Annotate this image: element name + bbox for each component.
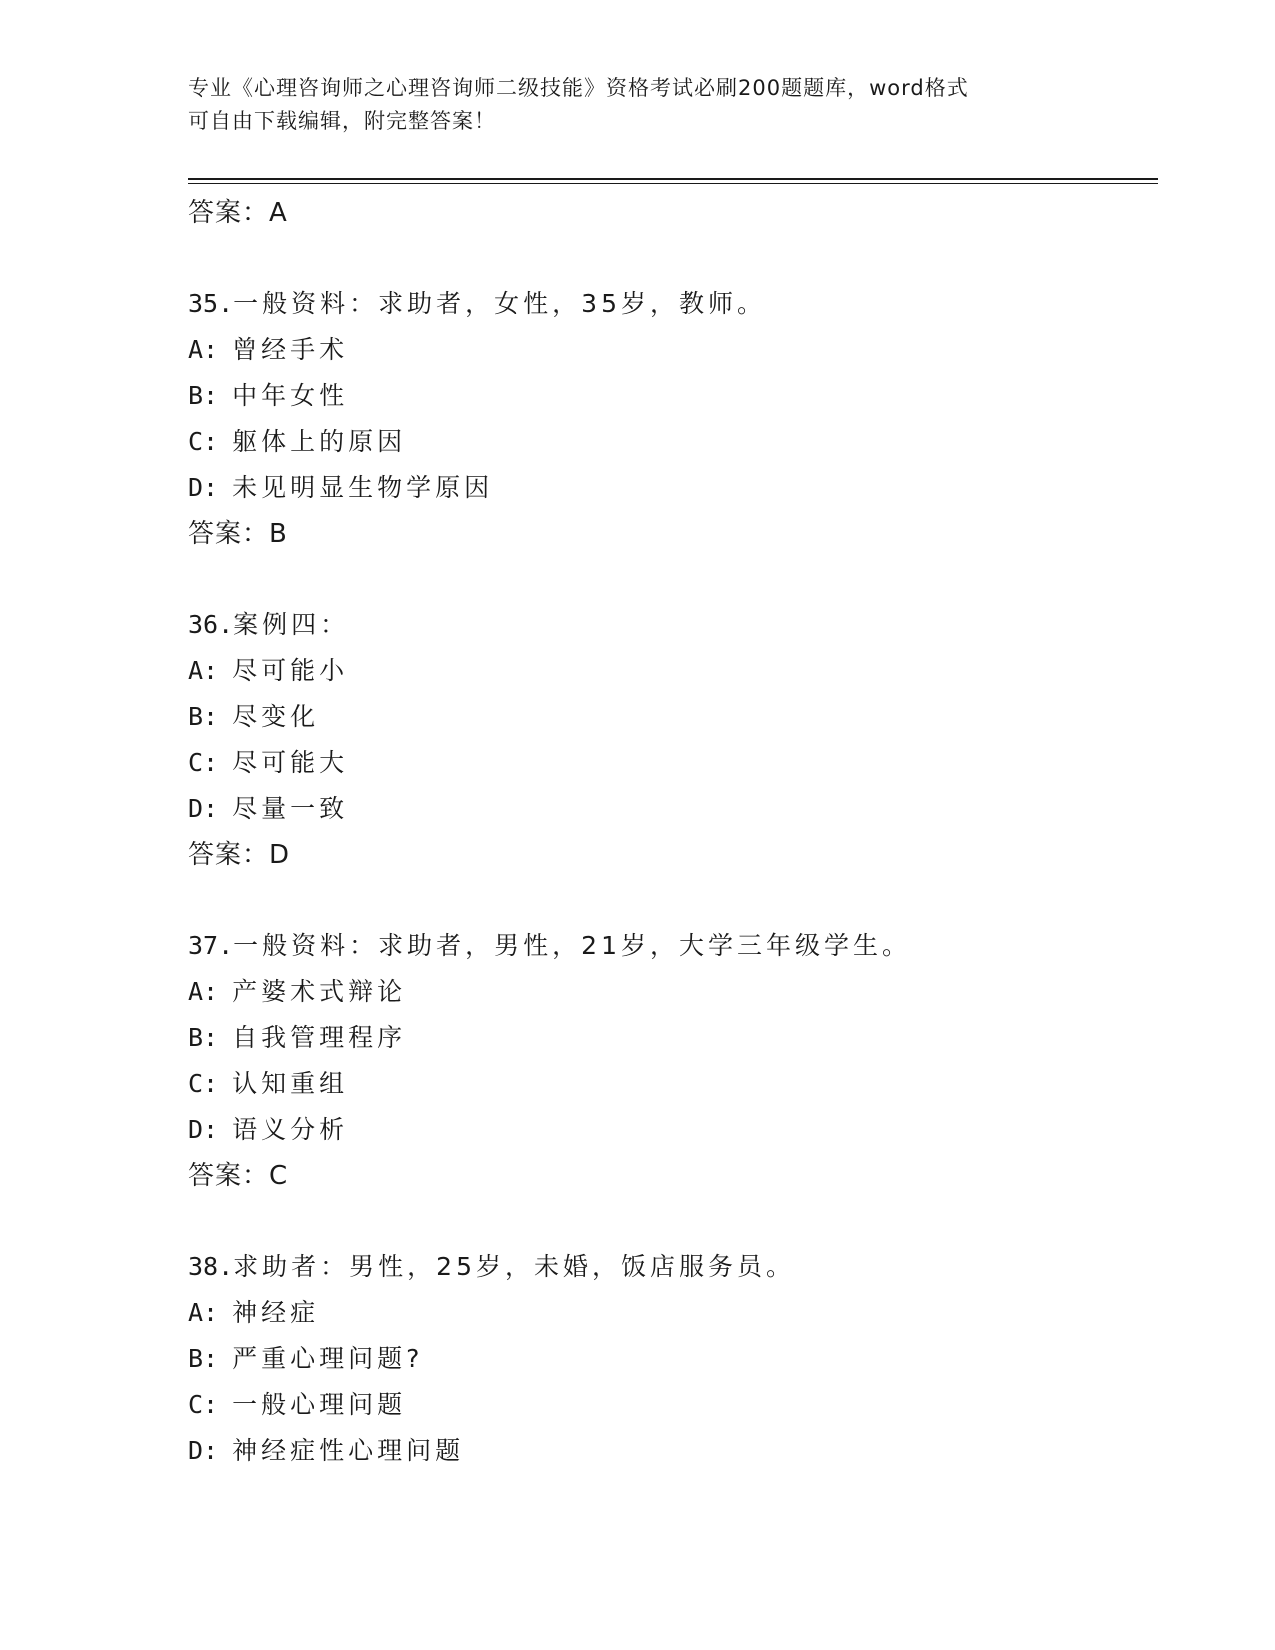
option-c [188,419,1148,465]
option-text: 神经症 [232,1298,320,1327]
answer-line: 答案：B [188,519,288,549]
option-letter: B: [188,702,219,731]
option-b [188,373,1148,419]
question-number: 38. [188,1252,234,1281]
option-text: 严重心理问题? [232,1344,424,1373]
question-text: 求助者：男性，25岁，未婚，饭店服务员。 [233,1252,795,1281]
header-divider-thin [188,183,1158,184]
option-d [188,1428,1148,1474]
option-text: 躯体上的原因 [232,427,407,456]
question-block [188,602,1148,878]
answer-line: 答案：A [188,198,288,228]
answer-line: 答案：C [188,1161,289,1191]
header-line-2: 可自由下载编辑，附完整答案！ [188,109,496,133]
option-d [188,465,1148,511]
spacer [188,1199,1148,1244]
question-stem [188,1244,1148,1290]
option-text: 尽量一致 [232,794,349,823]
question-text: 一般资料：求助者，男性，21岁，大学三年级学生。 [233,931,911,960]
option-letter: D: [188,1436,219,1465]
option-d [188,786,1148,832]
option-c [188,740,1148,786]
option-letter: C: [188,427,219,456]
option-text: 尽变化 [232,702,320,731]
option-letter: D: [188,473,219,502]
option-text: 一般心理问题 [232,1390,407,1419]
option-text: 曾经手术 [232,335,349,364]
option-letter: A: [188,656,219,685]
spacer [188,236,1148,281]
option-letter: A: [188,335,219,364]
answer-line: 答案：D [188,840,291,870]
option-c [188,1061,1148,1107]
option-letter: C: [188,1069,219,1098]
option-letter: D: [188,1115,219,1144]
question-list [188,190,1148,1474]
option-a [188,1290,1148,1336]
option-a [188,969,1148,1015]
option-text: 语义分析 [232,1115,349,1144]
question-block [188,923,1148,1199]
option-letter: B: [188,381,219,410]
question-block [188,281,1148,557]
option-d [188,1107,1148,1153]
spacer [188,557,1148,602]
question-text: 一般资料：求助者，女性，35岁，教师。 [233,289,766,318]
option-b [188,1015,1148,1061]
option-text: 自我管理程序 [232,1023,407,1052]
option-b [188,694,1148,740]
question-stem [188,281,1148,327]
option-b [188,1336,1148,1382]
option-text: 尽可能大 [232,748,349,777]
question-number: 35. [188,289,234,318]
spacer [188,878,1148,923]
option-letter: D: [188,794,219,823]
question-block [188,1244,1148,1474]
option-text: 尽可能小 [232,656,349,685]
question-stem [188,923,1148,969]
option-text: 产婆术式辩论 [232,977,407,1006]
option-a [188,327,1148,373]
option-letter: B: [188,1023,219,1052]
option-text: 神经症性心理问题 [232,1436,465,1465]
option-a [188,648,1148,694]
option-letter: C: [188,1390,219,1419]
option-text: 中年女性 [232,381,349,410]
option-letter: C: [188,748,219,777]
header-divider-thick [188,178,1158,180]
header-line-1: 专业《心理咨询师之心理咨询师二级技能》资格考试必刷200题题库，word格式 [188,76,969,100]
question-stem [188,602,1148,648]
question-number: 37. [188,931,234,960]
option-text: 认知重组 [232,1069,349,1098]
option-letter: A: [188,977,219,1006]
document-header [188,72,1088,138]
option-letter: A: [188,1298,219,1327]
question-number: 36. [188,610,234,639]
option-text: 未见明显生物学原因 [232,473,494,502]
option-letter: B: [188,1344,219,1373]
option-c [188,1382,1148,1428]
question-text: 案例四： [233,610,350,639]
